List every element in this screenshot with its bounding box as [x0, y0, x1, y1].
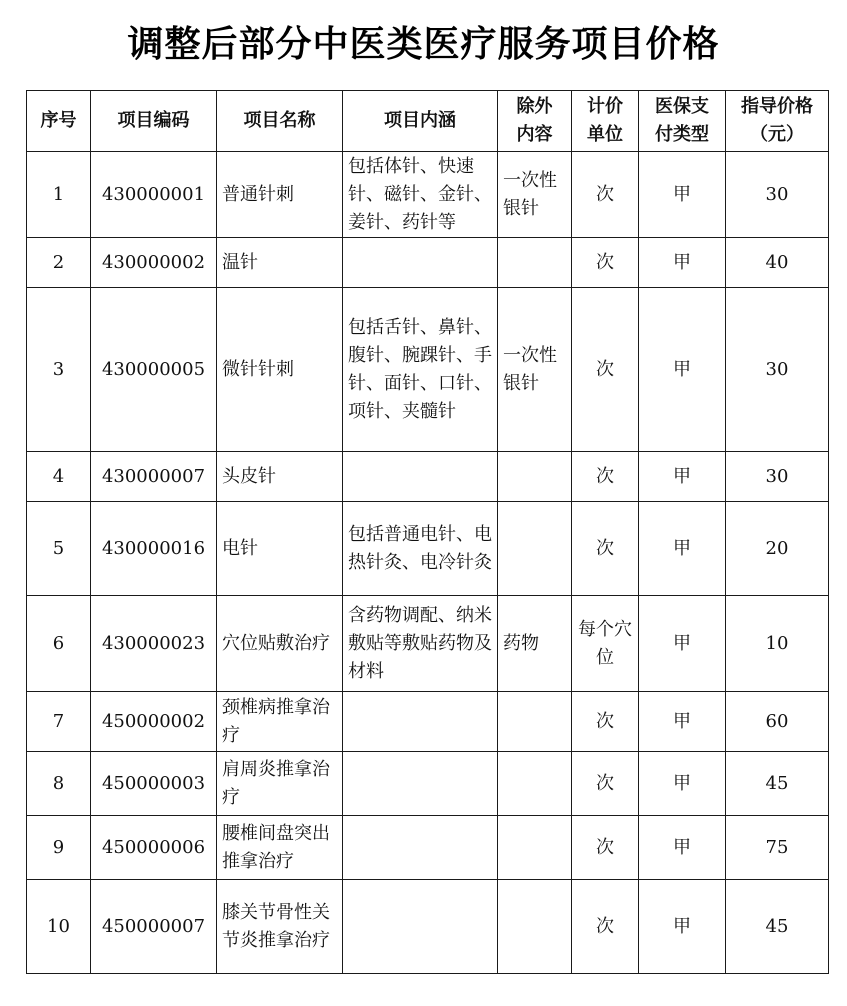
header-unit-line-1: 计价 — [587, 96, 623, 117]
cell-name: 颈椎病推拿治疗 — [217, 692, 343, 752]
header-content: 项目内涵 — [343, 91, 498, 152]
cell-code: 430000007 — [91, 452, 217, 502]
cell-unit: 次 — [572, 502, 639, 596]
cell-name: 普通针刺 — [217, 152, 343, 238]
header-price-line-2: （元） — [750, 124, 804, 145]
cell-content — [343, 816, 498, 880]
cell-code: 450000003 — [91, 752, 217, 816]
cell-price: 30 — [726, 152, 829, 238]
cell-seq: 7 — [27, 692, 91, 752]
cell-excluded: 一次性银针 — [498, 152, 572, 238]
table-row — [27, 288, 829, 452]
cell-price: 30 — [726, 452, 829, 502]
cell-price: 20 — [726, 502, 829, 596]
cell-price: 45 — [726, 880, 829, 974]
table-row — [27, 152, 829, 238]
cell-content — [343, 238, 498, 288]
cell-content — [343, 752, 498, 816]
cell-unit: 次 — [572, 152, 639, 238]
table-header-row — [27, 91, 829, 152]
cell-seq: 8 — [27, 752, 91, 816]
cell-insurance: 甲 — [639, 692, 726, 752]
cell-code: 430000005 — [91, 288, 217, 452]
document-title: 调整后部分中医类医疗服务项目价格 — [127, 24, 720, 65]
cell-code: 450000002 — [91, 692, 217, 752]
cell-seq: 2 — [27, 238, 91, 288]
table-row — [27, 752, 829, 816]
cell-excluded — [498, 692, 572, 752]
cell-insurance: 甲 — [639, 880, 726, 974]
cell-name: 穴位贴敷治疗 — [217, 596, 343, 692]
cell-insurance: 甲 — [639, 288, 726, 452]
cell-seq: 3 — [27, 288, 91, 452]
cell-seq: 10 — [27, 880, 91, 974]
cell-insurance: 甲 — [639, 596, 726, 692]
header-code: 项目编码 — [91, 91, 217, 152]
cell-excluded — [498, 452, 572, 502]
table-row — [27, 452, 829, 502]
table-row — [27, 880, 829, 974]
table-row — [27, 816, 829, 880]
cell-code: 430000001 — [91, 152, 217, 238]
cell-insurance: 甲 — [639, 152, 726, 238]
cell-insurance: 甲 — [639, 238, 726, 288]
cell-content — [343, 452, 498, 502]
cell-content: 含药物调配、纳米敷贴等敷贴药物及材料 — [343, 596, 498, 692]
cell-price: 75 — [726, 816, 829, 880]
price-table — [26, 90, 829, 974]
header-price-line-1: 指导价格 — [741, 96, 813, 117]
cell-price: 60 — [726, 692, 829, 752]
cell-code: 430000002 — [91, 238, 217, 288]
cell-content — [343, 880, 498, 974]
cell-excluded: 一次性银针 — [498, 288, 572, 452]
cell-excluded: 药物 — [498, 596, 572, 692]
cell-unit: 次 — [572, 880, 639, 974]
cell-price: 10 — [726, 596, 829, 692]
cell-price: 45 — [726, 752, 829, 816]
table-row — [27, 596, 829, 692]
cell-name: 微针针刺 — [217, 288, 343, 452]
cell-name: 头皮针 — [217, 452, 343, 502]
cell-unit: 次 — [572, 692, 639, 752]
table-row — [27, 692, 829, 752]
cell-name: 腰椎间盘突出推拿治疗 — [217, 816, 343, 880]
header-unit-line-2: 单位 — [587, 124, 623, 145]
header-name: 项目名称 — [217, 91, 343, 152]
cell-unit: 次 — [572, 288, 639, 452]
table-row — [27, 238, 829, 288]
cell-insurance: 甲 — [639, 816, 726, 880]
cell-excluded — [498, 752, 572, 816]
cell-insurance: 甲 — [639, 452, 726, 502]
cell-price: 40 — [726, 238, 829, 288]
cell-content: 包括普通电针、电热针灸、电冷针灸 — [343, 502, 498, 596]
cell-excluded — [498, 502, 572, 596]
cell-excluded — [498, 816, 572, 880]
cell-unit: 每个穴位 — [572, 596, 639, 692]
cell-price: 30 — [726, 288, 829, 452]
cell-unit: 次 — [572, 238, 639, 288]
cell-seq: 6 — [27, 596, 91, 692]
cell-name: 电针 — [217, 502, 343, 596]
cell-seq: 9 — [27, 816, 91, 880]
cell-name: 温针 — [217, 238, 343, 288]
header-excluded-line-1: 除外 — [516, 96, 553, 117]
cell-unit: 次 — [572, 752, 639, 816]
cell-code: 430000023 — [91, 596, 217, 692]
header-price — [726, 91, 829, 152]
header-seq: 序号 — [27, 91, 91, 152]
cell-content: 包括体针、快速针、磁针、金针、姜针、药针等 — [343, 152, 498, 238]
cell-code: 450000007 — [91, 880, 217, 974]
cell-code: 430000016 — [91, 502, 217, 596]
cell-unit: 次 — [572, 452, 639, 502]
cell-seq: 5 — [27, 502, 91, 596]
cell-name: 膝关节骨性关节炎推拿治疗 — [217, 880, 343, 974]
header-insurance-line-1: 医保支 — [655, 96, 709, 117]
header-insurance — [639, 91, 726, 152]
cell-content — [343, 692, 498, 752]
cell-unit: 次 — [572, 816, 639, 880]
cell-excluded — [498, 880, 572, 974]
cell-insurance: 甲 — [639, 752, 726, 816]
header-excluded-line-2: 内容 — [516, 124, 553, 145]
header-excluded — [498, 91, 572, 152]
header-unit — [572, 91, 639, 152]
cell-content: 包括舌针、鼻针、腹针、腕踝针、手针、面针、口针、项针、夹髓针 — [343, 288, 498, 452]
cell-name: 肩周炎推拿治疗 — [217, 752, 343, 816]
cell-excluded — [498, 238, 572, 288]
cell-code: 450000006 — [91, 816, 217, 880]
table-row — [27, 502, 829, 596]
cell-insurance: 甲 — [639, 502, 726, 596]
cell-seq: 1 — [27, 152, 91, 238]
header-insurance-line-2: 付类型 — [655, 124, 709, 145]
cell-seq: 4 — [27, 452, 91, 502]
